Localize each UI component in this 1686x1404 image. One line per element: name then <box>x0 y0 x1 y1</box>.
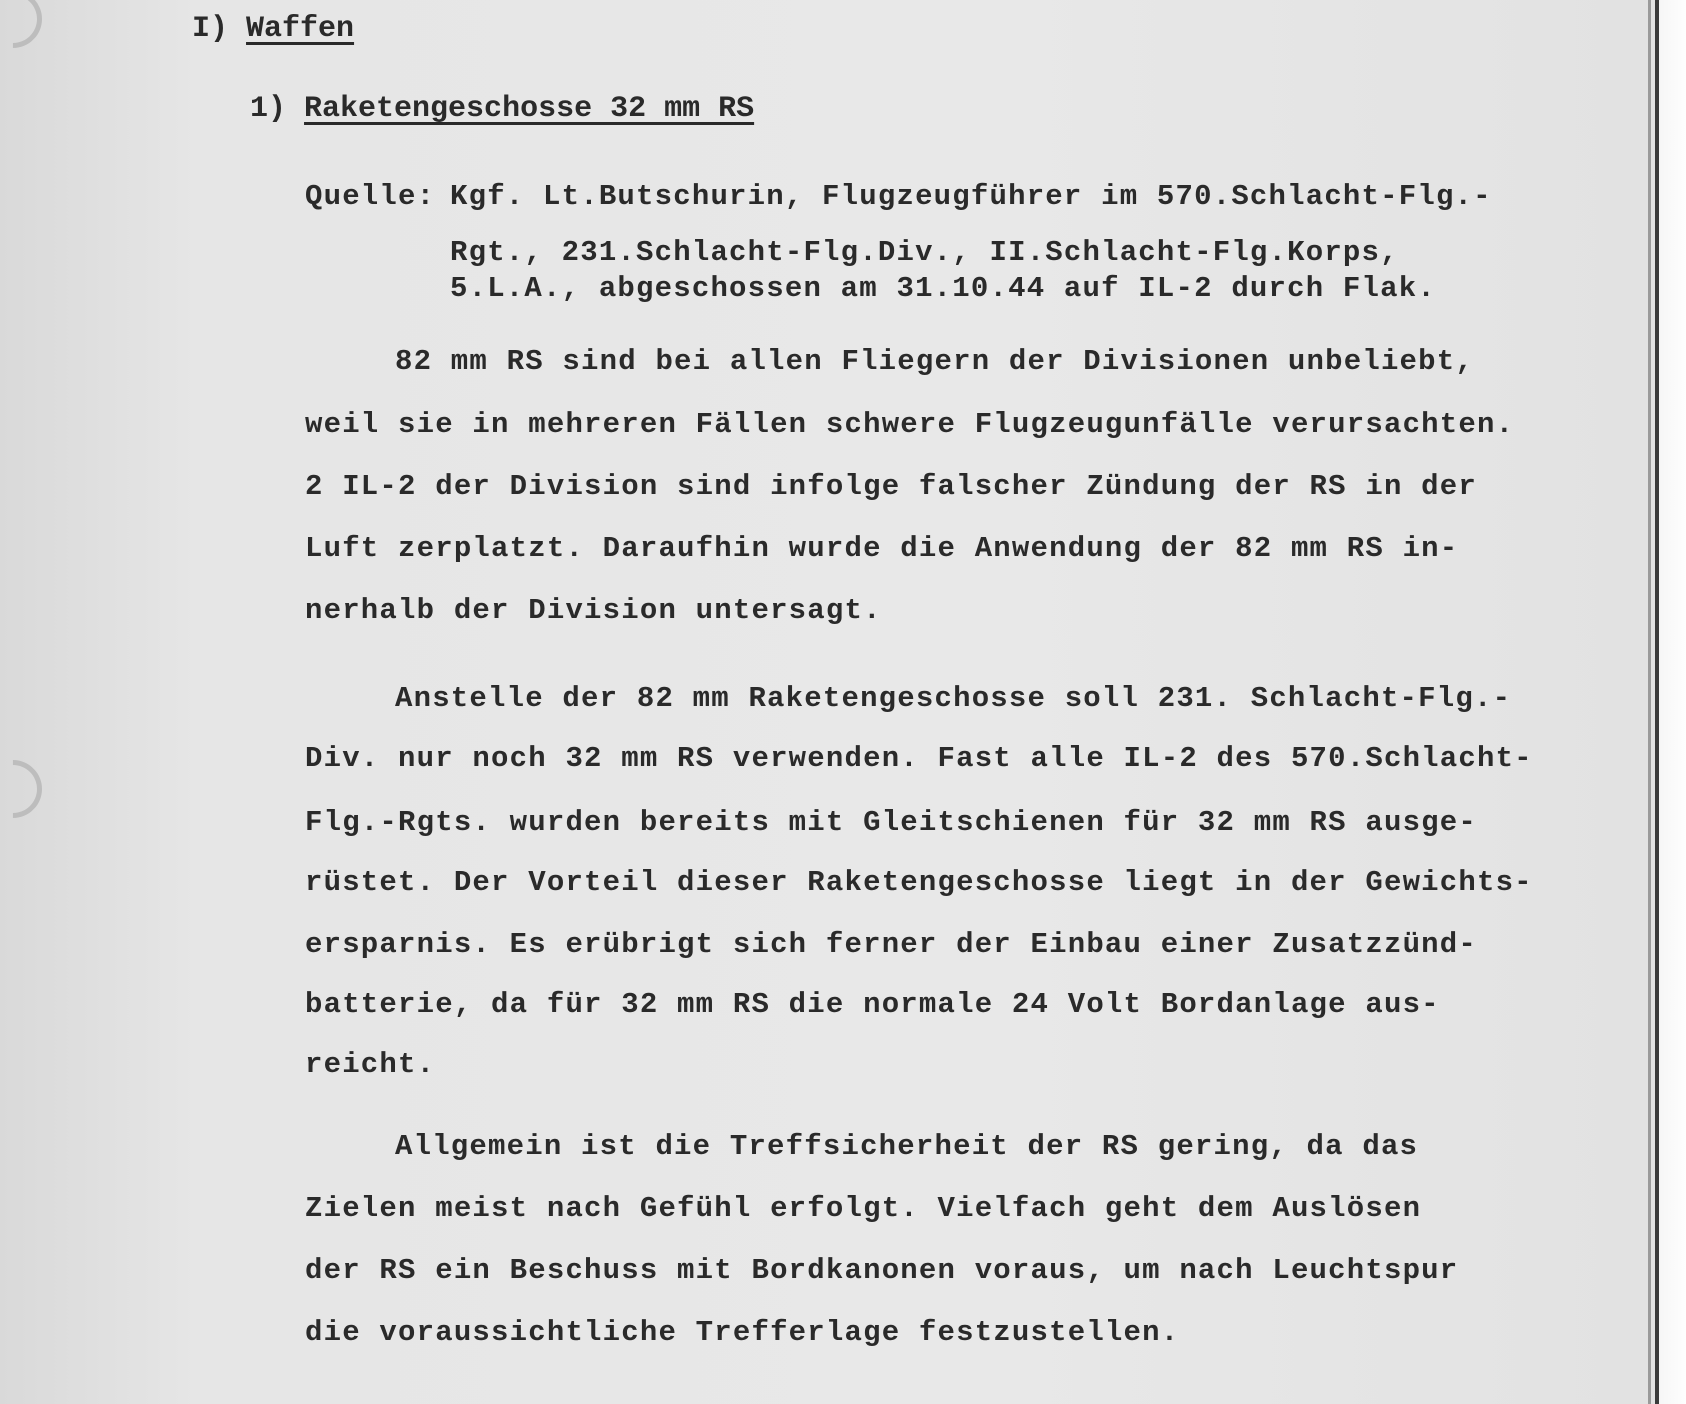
paragraph-2-line: rüstet. Der Vorteil dieser Raketengeschosse liegt in der Gewichts- <box>305 866 1533 899</box>
paragraph-3-line: Zielen meist nach Gefühl erfolgt. Vielfach geht dem Auslösen <box>305 1192 1422 1225</box>
source-line: Rgt., 231.Schlacht-Flg.Div., II.Schlacht-Flg.Korps, <box>450 236 1399 269</box>
subsection-heading <box>250 92 754 126</box>
paragraph-1-line: Luft zerplatzt. Daraufhin wurde die Anwendung der 82 mm RS in- <box>305 532 1459 565</box>
paragraph-1-line: 82 mm RS sind bei allen Fliegern der Divisionen unbeliebt, <box>395 345 1474 378</box>
source-line: Kgf. Lt.Butschurin, Flugzeugführer im 570.Schlacht-Flg.- <box>450 180 1492 213</box>
section-title: Waffen <box>246 12 355 46</box>
paragraph-1-line: 2 IL-2 der Division sind infolge falscher Zündung der RS in der <box>305 470 1477 503</box>
paper-edge <box>1655 0 1686 1404</box>
source-line: 5.L.A., abgeschossen am 31.10.44 auf IL-2 durch Flak. <box>450 272 1436 305</box>
paragraph-2-line: ersparnis. Es erübrigt sich ferner der Einbau einer Zusatzzünd- <box>305 928 1477 961</box>
section-heading <box>192 12 354 46</box>
paragraph-1-line: weil sie in mehreren Fällen schwere Flugzeugunfälle verursachten. <box>305 408 1515 441</box>
punch-hole-middle <box>0 748 54 830</box>
subsection-number: 1) <box>250 92 287 126</box>
paragraph-2-line: reicht. <box>305 1048 436 1081</box>
paragraph-2-line: Anstelle der 82 mm Raketengeschosse soll 231. Schlacht-Flg.- <box>395 682 1512 715</box>
section-number: I) <box>192 12 229 46</box>
paragraph-3-line: die voraussichtliche Trefferlage festzustellen. <box>305 1316 1180 1349</box>
paragraph-2-line: Flg.-Rgts. wurden bereits mit Gleitschienen für 32 mm RS ausge- <box>305 806 1477 839</box>
paragraph-1-line: nerhalb der Division untersagt. <box>305 594 882 627</box>
subsection-title: Raketengeschosse 32 mm RS <box>304 92 755 126</box>
punch-hole-top <box>0 0 54 60</box>
source-label: Quelle: <box>305 180 436 213</box>
paragraph-3-line: Allgemein ist die Treffsicherheit der RS gering, da das <box>395 1130 1419 1163</box>
paper-edge-shadow <box>1648 0 1651 1404</box>
paragraph-3-line: der RS ein Beschuss mit Bordkanonen voraus, um nach Leuchtspur <box>305 1254 1459 1287</box>
paragraph-2-line: batterie, da für 32 mm RS die normale 24 Volt Bordanlage aus- <box>305 988 1440 1021</box>
paragraph-2-line: Div. nur noch 32 mm RS verwenden. Fast alle IL-2 des 570.Schlacht- <box>305 742 1533 775</box>
